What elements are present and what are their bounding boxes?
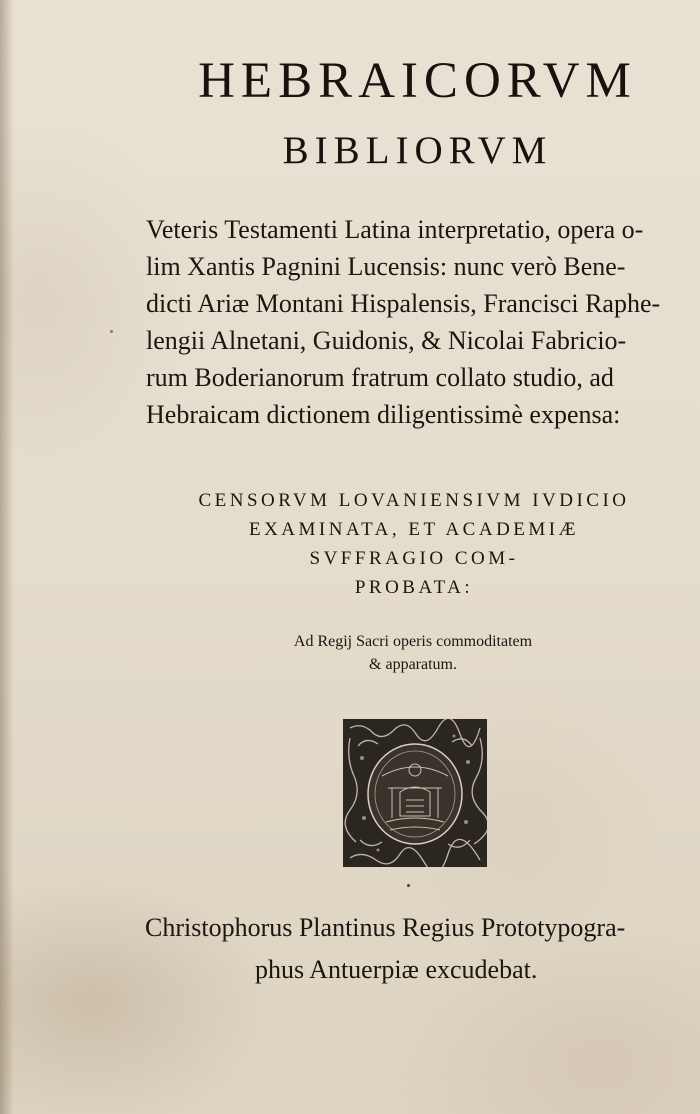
description-line-5: rum Boderianorum fratrum collato studio, ad <box>146 363 614 392</box>
imprint-line-1: Christophorus Plantinus Regius Prototypogra- <box>145 913 626 942</box>
printers-device-woodcut-icon <box>342 718 488 868</box>
title-line-1: HEBRAICORVM <box>198 53 637 109</box>
ink-speck <box>110 330 113 333</box>
censor-line-4: PROBATA: <box>354 577 474 598</box>
description-line-1: Veteris Testamenti Latina interpretatio, opera o- <box>146 215 644 244</box>
censor-line-2: EXAMINATA, ET ACADEMIÆ <box>248 519 580 540</box>
description-line-6: Hebraicam dictionem diligentissimè expensa: <box>146 400 621 429</box>
dedication-line-2: & apparatum. <box>369 656 457 673</box>
ink-speck <box>407 884 410 887</box>
title-line-2: BIBLIORVM <box>282 129 553 172</box>
description-line-4: lengii Alnetani, Guidonis, & Nicolai Fabricio- <box>146 326 627 355</box>
description-line-3: dicti Ariæ Montani Hispalensis, Francisci Raphe- <box>146 289 661 318</box>
page-edge-shadow <box>0 0 14 1114</box>
censor-line-3: SVFFRAGIO COM- <box>309 548 519 569</box>
censor-line-1: CENSORVM LOVANIENSIVM IVDICIO <box>198 490 630 511</box>
description-line-2: lim Xantis Pagnini Lucensis: nunc verò Bene- <box>146 252 626 281</box>
imprint-line-2: phus Antuerpiæ excudebat. <box>255 955 538 984</box>
dedication-line-1: Ad Regij Sacri operis commoditatem <box>293 633 533 650</box>
